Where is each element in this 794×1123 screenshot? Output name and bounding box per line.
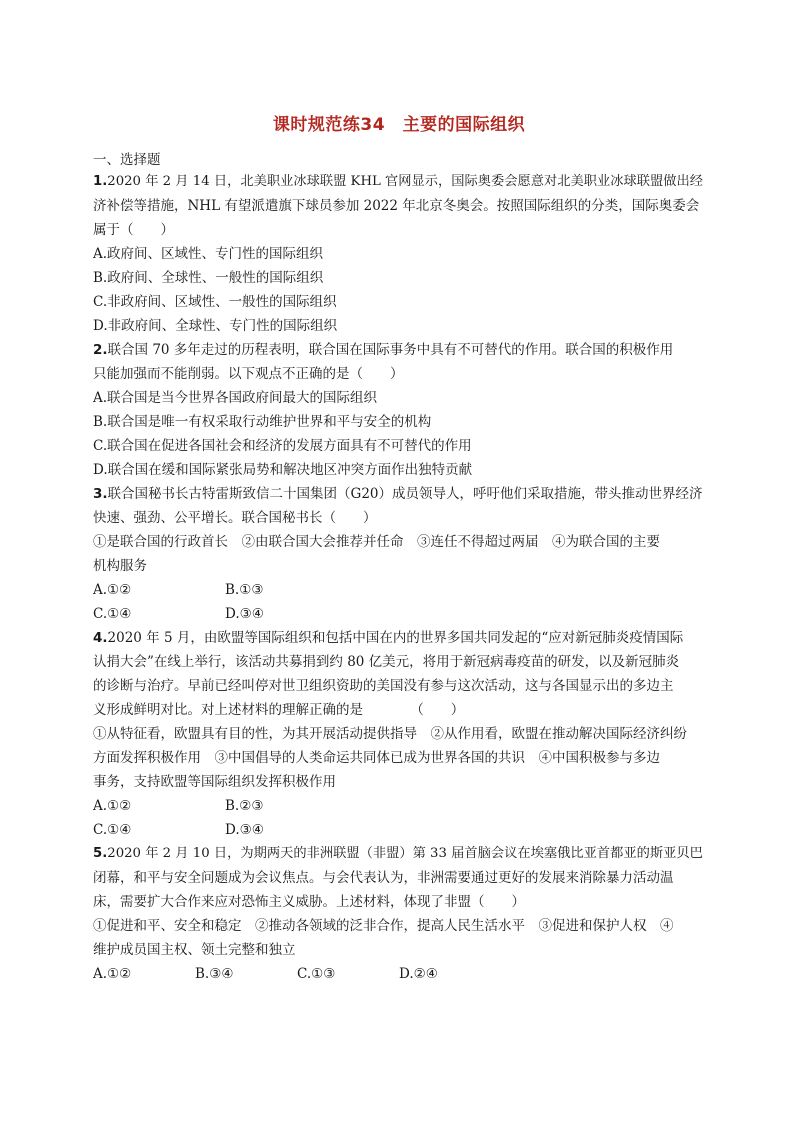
question-stem-line: 的诊断与治疗。早前已经叫停对世卫组织资助的美国没有参与这次活动，这与各国显示出的多边主 (93, 678, 674, 694)
question-stem-line: 快速、强劲、公平增长。联合国秘书长（ ） (93, 510, 377, 526)
answer-option-d: D.②④ (399, 966, 438, 982)
answer-option-c: C.①④ (93, 606, 132, 622)
answer-option-c: C.①④ (93, 822, 132, 838)
question-stem-line: 联合国秘书长古特雷斯致信二十国集团（G20）成员领导人，呼吁他们采取措施，带头推动世界经济 (107, 486, 703, 502)
answer-option-b: B.②③ (225, 798, 264, 814)
question-number: 2. (93, 342, 108, 358)
question-4 (93, 626, 705, 842)
question-stem-line: 属于（ ） (93, 222, 174, 238)
question-number: 3. (93, 486, 108, 502)
question-stem-line: 义形成鲜明对比。对上述材料的理解正确的是 （ ） (93, 702, 465, 718)
question-stem-line: 只能加强而不能削弱。以下观点不正确的是（ ） (93, 366, 404, 382)
answer-option-a: A.①② (93, 966, 132, 982)
answer-option-d: D.非政府间、全球性、专门性的国际组织 (93, 318, 338, 334)
question-number: 4. (93, 630, 108, 646)
question-number: 1. (93, 174, 108, 189)
statement-line: ①是联合国的行政首长 ②由联合国大会推荐并任命 ③连任不得超过两届 ④为联合国的主要 (93, 534, 660, 550)
question-1 (93, 170, 705, 338)
question-3 (93, 482, 705, 626)
question-stem-line: 2020 年 5 月，由欧盟等国际组织和包括中国在内的世界多国共同发起的“应对新冠肺炎疫情国际 (107, 630, 684, 646)
question-stem-line: 认捐大会”在线上举行，该活动共募捐到约 80 亿美元，将用于新冠病毒疫苗的研发，以及新冠肺炎 (93, 654, 680, 670)
statement-line: ①促进和平、安全和稳定 ②推动各领域的泛非合作，提高人民生活水平 ③促进和保护人权 ④ (93, 918, 674, 934)
question-stem-line: 床，需要扩大合作来应对恐怖主义威胁。上述材料，体现了非盟（ ） (93, 894, 525, 910)
answer-option-a: A.①② (93, 582, 132, 598)
answer-option-a: A.政府间、区域性、专门性的国际组织 (93, 246, 324, 262)
answer-option-b: B.①③ (225, 582, 264, 598)
question-stem-line: 闭幕，和平与安全问题成为会议焦点。与会代表认为，非洲需要通过更好的发展来消除暴力活动温 (93, 870, 674, 886)
statement-line: 方面发挥积极作用 ③中国倡导的人类命运共同体已成为世界各国的共识 ④中国积极参与多边 (93, 750, 660, 766)
question-number: 5. (93, 846, 108, 861)
question-5 (93, 842, 705, 986)
statement-line: ①从特征看，欧盟具有目的性，为其开展活动提供指导 ②从作用看，欧盟在推动解决国际经济纠纷 (93, 726, 687, 742)
answer-option-c: C.非政府间、区域性、一般性的国际组织 (93, 294, 337, 310)
answer-option-b: B.③④ (195, 966, 234, 982)
section-heading: 一、选择题 (93, 152, 161, 168)
answer-option-a: A.①② (93, 798, 132, 814)
question-stem-line: 济补偿等措施，NHL 有望派遣旗下球员参加 2022 年北京冬奥会。按照国际组织的分类，国际奥委会 (93, 198, 700, 214)
statement-line: 维护成员国主权、领土完整和独立 (93, 942, 296, 958)
answer-option-c: C.联合国在促进各国社会和经济的发展方面具有不可替代的作用 (93, 438, 472, 454)
question-2 (93, 338, 705, 482)
answer-option-d: D.联合国在缓和国际紧张局势和解决地区冲突方面作出独特贡献 (93, 462, 473, 478)
answer-option-b: B.联合国是唯一有权采取行动维护世界和平与安全的机构 (93, 414, 432, 430)
answer-option-d: D.③④ (225, 606, 264, 622)
answer-option-d: D.③④ (225, 822, 264, 838)
statement-line: 机构服务 (93, 558, 147, 574)
answer-option-a: A.联合国是当今世界各国政府间最大的国际组织 (93, 390, 378, 406)
question-stem-line: 2020 年 2 月 14 日，北美职业冰球联盟 KHL 官网显示，国际奥委会愿意对北美职业冰球联盟做出经 (107, 174, 704, 189)
question-stem-line: 联合国 70 多年走过的历程表明，联合国在国际事务中具有不可替代的作用。联合国的积极作用 (107, 342, 674, 358)
statement-line: 事务，支持欧盟等国际组织发挥积极作用 (93, 774, 336, 790)
question-stem-line: 2020 年 2 月 10 日，为期两天的非洲联盟（非盟）第 33 届首脑会议在埃塞俄比亚首都亚的斯亚贝巴 (107, 846, 703, 861)
answer-option-c: C.①③ (297, 966, 336, 982)
answer-option-b: B.政府间、全球性、一般性的国际组织 (93, 270, 324, 286)
page-title: 课时规范练34 主要的国际组织 (272, 115, 526, 135)
